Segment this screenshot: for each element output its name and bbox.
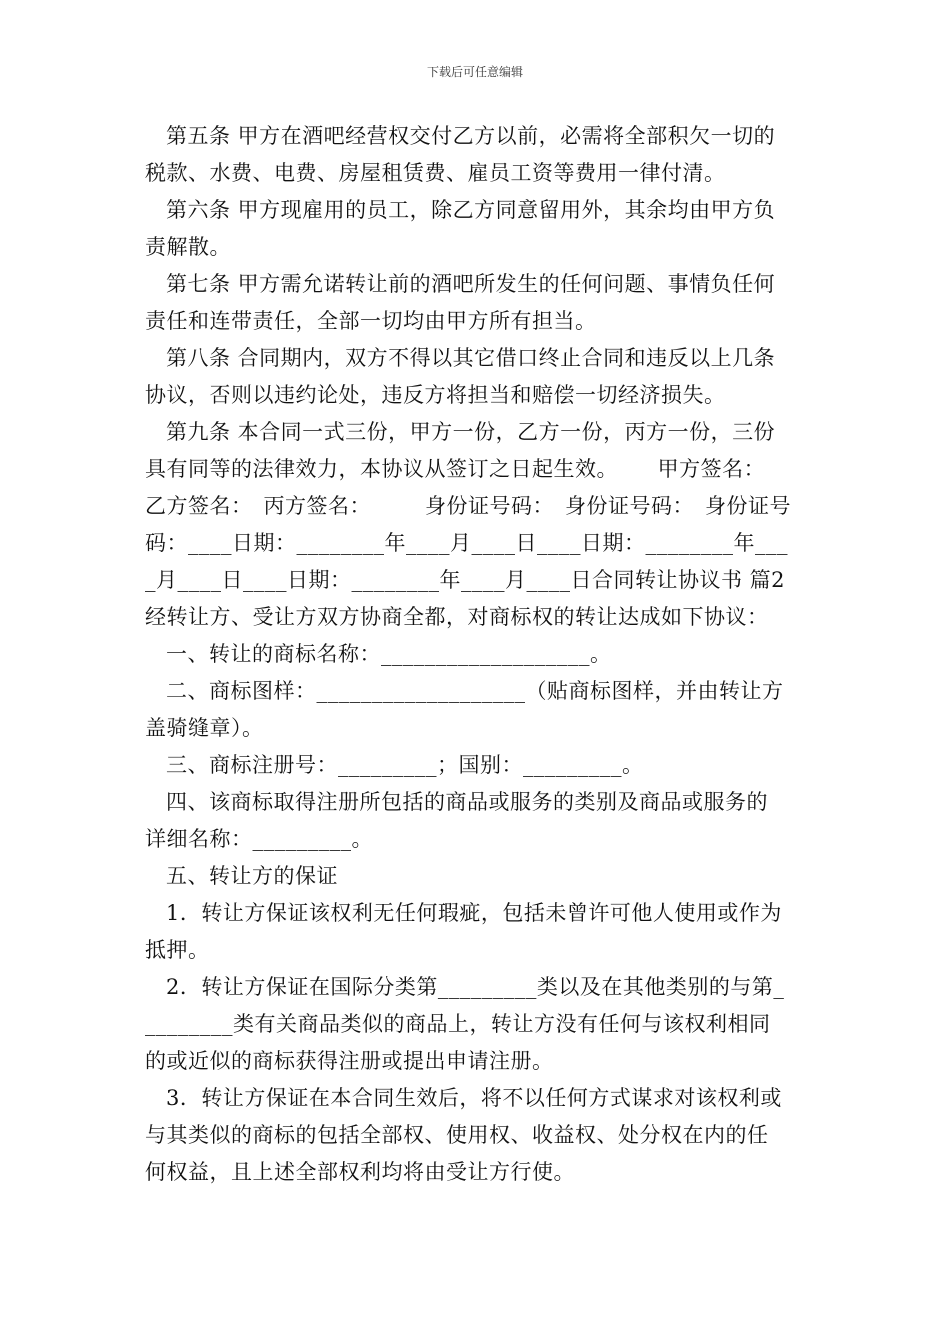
paragraph-line: 的或近似的商标获得注册或提出申请注册。 [145,1049,554,1073]
paragraph-line: 具有同等的法律效力，本协议从签订之日起生效。 甲方签名： [145,457,766,481]
paragraph-line: 何权益，且上述全部权利均将由受让方行使。 [145,1160,575,1184]
paragraph-line: 三、商标注册号：_________；国别：_________。 [166,753,644,777]
paragraph-line: 责任和连带责任，全部一切均由甲方所有担当。 [145,309,597,333]
page-header: 下载后可任意编辑 [426,65,523,79]
paragraph-line: 五、转让方的保证 [166,864,338,888]
paragraph-line: 四、该商标取得注册所包括的商品或服务的类别及商品或服务的 [166,790,768,814]
paragraph-line: 盖骑缝章）。 [145,716,264,740]
paragraph-line: 协议，否则以违约论处，违反方将担当和赔偿一切经济损失。 [145,383,726,407]
paragraph-line: 抵押。 [145,938,210,962]
paragraph-line: 第九条 本合同一式三份，甲方一份，乙方一份，丙方一份，三份 [166,420,776,444]
paragraph-line: 一、转让的商标名称：___________________。 [166,642,612,666]
paragraph-line: 第六条 甲方现雇用的员工，除乙方同意留用外，其余均由甲方负 [166,198,776,222]
paragraph-line: 1．转让方保证该权利无任何瑕疵，包括未曾许可他人使用或作为 [166,901,782,925]
paragraph-line: 3．转让方保证在本合同生效后，将不以任何方式谋求对该权利或 [166,1086,782,1110]
paragraph-line: ________类有关商品类似的商品上，转让方没有任何与该权利相同 [145,1012,771,1036]
paragraph-line: 经转让方、受让方双方协商全都，对商标权的转让达成如下协议： [145,605,769,629]
paragraph-line: 码：____日期：________年____月____日____日期：________年___ [145,531,788,555]
paragraph-line: 第七条 甲方需允诺转让前的酒吧所发生的任何问题、事情负任何 [166,272,776,296]
paragraph-line: 详细名称：_________。 [145,827,373,851]
paragraph-line: 第八条 合同期内，双方不得以其它借口终止合同和违反以上几条 [166,346,776,370]
paragraph-line: 乙方签名： 丙方签名： 身份证号码： 身份证号码： 身份证号 [145,494,791,518]
paragraph-line: 二、商标图样：___________________（贴商标图样，并由转让方 [166,679,784,703]
paragraph-line: 2．转让方保证在国际分类第_________类以及在其他类别的与第_ [166,975,785,999]
paragraph-line: 与其类似的商标的包括全部权、使用权、收益权、处分权在内的任 [145,1123,769,1147]
paragraph-line: 责解散。 [145,235,231,259]
paragraph-line: 税款、水费、电费、房屋租赁费、雇员工资等费用一律付清。 [145,161,726,185]
paragraph-line: _月____日____日期：________年____月____日合同转让协议书 篇2 [145,568,786,592]
document-body [145,118,813,1191]
paragraph-line: 第五条 甲方在酒吧经营权交付乙方以前，必需将全部积欠一切的 [166,124,776,148]
